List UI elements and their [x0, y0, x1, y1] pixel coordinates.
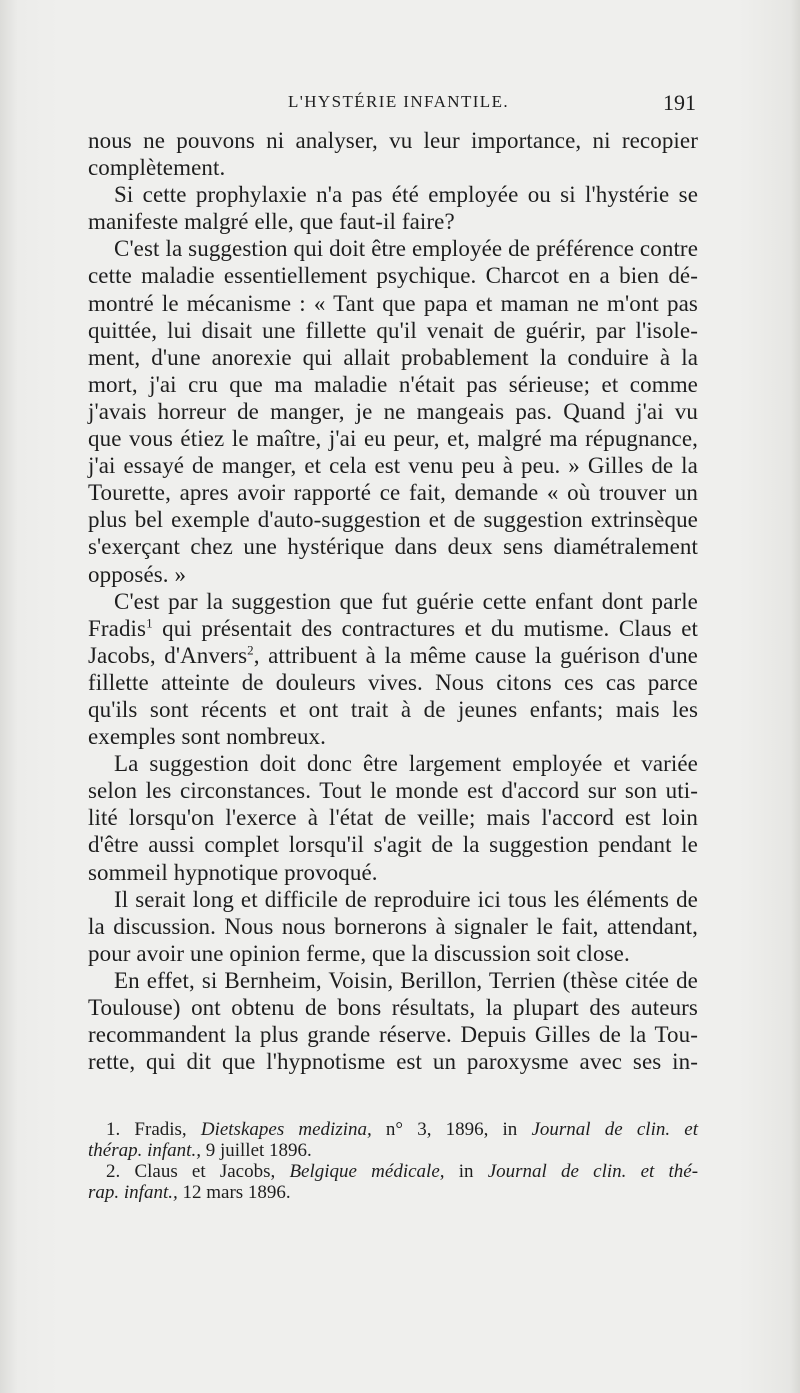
footnote-journal: Journal de clin. et thé-	[487, 1161, 699, 1182]
text-line: recommandent la plus grande réserve. Depuis Gilles de la Tou-	[88, 1022, 698, 1048]
text-line: pour avoir une opinion ferme, que la discussion soit close.	[88, 940, 630, 966]
footnotes	[88, 1119, 698, 1203]
footnote-ref-2[interactable]: 2	[247, 642, 254, 658]
text-line: C'est par la suggestion que fut guérie cette enfant dont parle	[114, 588, 698, 614]
text-line	[88, 615, 698, 642]
text-line: nous ne pouvons ni analyser, vu leur importance, ni recopier	[88, 128, 698, 153]
footnote-text: in	[458, 1161, 474, 1182]
text-line: C'est la suggestion qui doit être employée de préférence contre	[114, 236, 698, 262]
text-line: rette, qui dit que l'hypnotisme est un paroxysme avec ses in-	[88, 1049, 698, 1075]
footnote-number: 2.	[106, 1161, 121, 1182]
text-line: lité lorsqu'on l'exerce à l'état de veille; mais l'accord est loin	[88, 805, 698, 831]
page-header	[88, 90, 696, 120]
footnote-1-cont	[88, 1140, 698, 1161]
text-line: quittée, lui disait une fillette qu'il venait de guérir, par l'isole-	[88, 317, 698, 343]
text-line: s'exerçant chez une hystérique dans deux sens diamétralement	[88, 534, 698, 560]
footnote-text: 12 mars 1896.	[182, 1182, 291, 1203]
text-line: fillette atteinte de douleurs vives. Nous citons ces cas parce	[88, 669, 698, 695]
text-line: exemples sont nombreux.	[88, 724, 327, 750]
text-line: sommeil hypnotique provoqué.	[88, 859, 378, 885]
text-line: complètement.	[88, 155, 226, 181]
text-line: opposés. »	[88, 561, 187, 587]
text-line: qu'ils sont récents et ont trait à de jeunes enfants; mais les	[88, 696, 698, 722]
text-line: manifeste malgré elle, que faut-il faire?	[88, 209, 455, 235]
running-title: L'HYSTÉRIE INFANTILE.	[288, 92, 510, 111]
footnote-ref-1[interactable]: 1	[146, 615, 153, 631]
text-line: montré le mécanisme : « Tant que papa et maman ne m'ont pas	[88, 290, 698, 316]
text-line: mort, j'ai cru que ma maladie n'était pas sérieuse; et comme	[88, 371, 698, 397]
footnote-journal: Belgique médicale,	[289, 1161, 445, 1182]
footnote-1	[88, 1119, 698, 1140]
body-text	[88, 127, 698, 1075]
footnote-text: n° 3, 1896, in	[385, 1119, 518, 1140]
text-line: Toulouse) ont obtenu de bons résultats, la plupart des auteurs	[88, 995, 698, 1020]
footnote-journal: Journal de clin. et	[531, 1119, 698, 1140]
text-line: d'être aussi complet lorsqu'il s'agit de la suggestion pendant le	[88, 832, 698, 858]
text-line: j'ai essayé de manger, et cela est venu peu à peu. » Gilles de la	[88, 453, 698, 479]
text-line: la discussion. Nous nous bornerons à signaler le fait, attendant,	[88, 913, 698, 939]
footnote-text: Claus et Jacobs,	[134, 1161, 276, 1182]
page-number: 191	[663, 90, 696, 115]
footnote-2-cont	[88, 1182, 698, 1203]
footnote-journal: Dietskapes medizina,	[200, 1119, 372, 1140]
text-line: En effet, si Bernheim, Voisin, Berillon, Terrien (thèse citée de	[114, 967, 698, 993]
footnote-2	[88, 1161, 698, 1182]
text-line: Il serait long et difficile de reproduire ici tous les éléments de	[114, 886, 698, 912]
footnote-text: Fradis,	[134, 1119, 187, 1140]
text-line: que vous étiez le maître, j'ai eu peur, et, malgré ma répugnance,	[88, 426, 698, 452]
text-line: ment, d'une anorexie qui allait probablement la conduire à la	[88, 344, 698, 370]
text-line: La suggestion doit donc être largement employée et variée	[114, 751, 698, 777]
footnote-number: 1.	[106, 1119, 121, 1140]
footnote-journal: rap. infant.,	[88, 1182, 178, 1203]
footnote-journal: thérap. infant.,	[88, 1140, 201, 1161]
text-fragment: qui présentait des contractures et du mutisme. Claus et	[152, 615, 698, 641]
text-line: j'avais horreur de manger, je ne mangeais pas. Quand j'ai vu	[88, 398, 698, 424]
text-fragment: Fradis	[88, 615, 147, 641]
text-line: selon les circonstances. Tout le monde est d'accord sur son uti-	[88, 778, 698, 804]
text-line: plus bel exemple d'auto-suggestion et de suggestion extrinsèque	[88, 507, 698, 533]
footnote-text: 9 juillet 1896.	[205, 1140, 312, 1161]
text-line: Tourette, apres avoir rapporté ce fait, demande « où trouver un	[88, 480, 698, 506]
text-fragment: , attribuent à la même cause la guérison d'une	[253, 642, 698, 668]
text-line: cette maladie essentiellement psychique. Charcot en a bien dé-	[88, 263, 698, 289]
text-fragment: Jacobs, d'Anvers	[88, 642, 248, 668]
text-line: Si cette prophylaxie n'a pas été employée ou si l'hystérie se	[114, 182, 698, 208]
text-line	[88, 642, 698, 669]
